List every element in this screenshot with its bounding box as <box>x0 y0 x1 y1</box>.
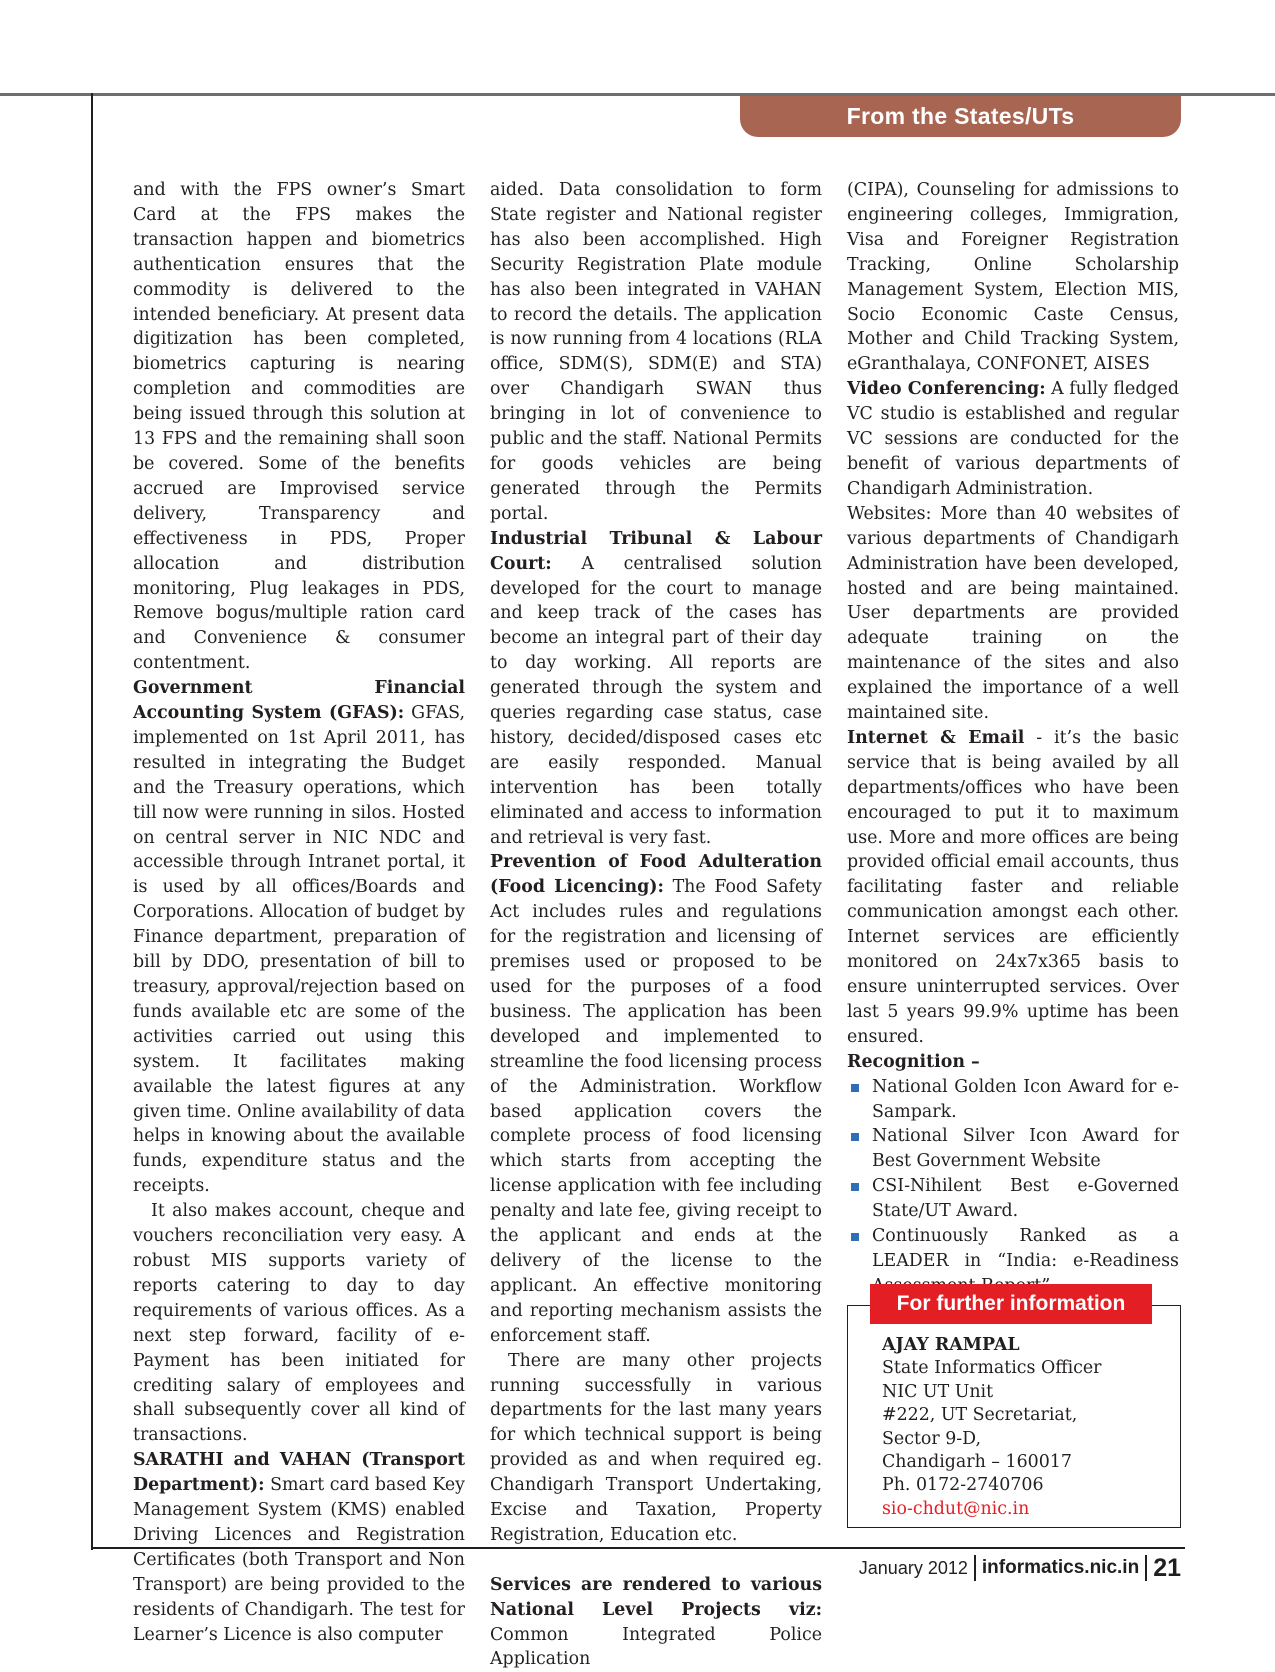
paragraph-labour-court <box>490 527 822 851</box>
left-rule <box>91 93 93 1550</box>
internet-email-heading: Internet & Email <box>847 727 1025 748</box>
bullet-square-icon <box>851 1233 859 1241</box>
internet-email-text: - it’s the basic service that is being availed by all departments/offices who have been encouraged to put it to maximum use. More and more offices are being provided official email accounts, thus facilitating faster and reliable communication amongst each other. Internet services are efficiently monitored on 24x7x365 basis to ensure uninterrupted services. Over last 5 years 99.9% uptime has been ensured. <box>847 727 1179 1047</box>
paragraph-other-projects: There are many other projects running successfully in various departments for the last many years for which technical support is being provided as and when required eg. Chandigarh Transport Undertaking, Excise and Taxation, Property Registration, Education etc. <box>490 1350 822 1545</box>
column-2 <box>490 178 822 1672</box>
gfas-text: GFAS, implemented on 1st April 2011, has resulted in integrating the Budget and the Treasury operations, which till now were running in silos. Hosted on central server in NIC NDC and accessible through Intranet portal, it is used by all offices/Boards and Corporations. Allocation of budget by Finance department, preparation of bill by DDO, presentation of bill to treasury, approval/rejection based on funds available etc are some of the activities carried out using this system. It facilitates making available the latest figures at any given time. Online availability of data helps in knowing about the available funds, expenditure status and the receipts. <box>133 703 466 1197</box>
contact-line: Chandigarh – 160017 <box>882 1452 1072 1473</box>
bullet-square-icon <box>851 1183 859 1191</box>
list-item: CSI-Nihilent Best e-Governed State/UT Award. <box>847 1174 1179 1224</box>
section-tab: From the States/UTs <box>740 96 1181 137</box>
sarathi-text: Smart card based Key Management System (KMS) enabled Driving Licences and Registration Certificates (both Transport and Non Transport) are being provided to the residents of Chandigarh. The test for Learner’s Licence is also computer <box>133 1475 465 1645</box>
paragraph-gfas-2: It also makes account, cheque and vouchers reconciliation very easy. A robust MIS supports variety of reports catering to day to day requirements of various offices. As a next step forward, facility of e-Payment has been initiated for crediting salary of employees and shall subsequently cover all kind of transactions. <box>133 1201 465 1446</box>
contact-line: Sector 9-D, <box>882 1428 982 1449</box>
recognition-list <box>847 1075 1179 1299</box>
page-footer <box>820 1551 1181 1585</box>
footer-date: January 2012 <box>858 1557 968 1578</box>
column-1 <box>133 178 465 1647</box>
spacer <box>490 1548 822 1573</box>
footer-site: informatics.nic.in <box>981 1557 1140 1578</box>
paragraph-services <box>490 1573 822 1672</box>
contact-line: NIC UT Unit <box>882 1381 994 1402</box>
contact-name: AJAY RAMPAL <box>882 1335 1020 1355</box>
labour-court-heading: Industrial Tribunal & Labour Court: <box>490 528 822 574</box>
gfas-heading: Government Financial Accounting System (GFAS): <box>133 678 465 724</box>
video-conferencing-text: A fully fledged VC studio is established and regular VC sessions are conducted for the benefit of various departments of Chandigarh Administration. <box>847 379 1180 499</box>
food-licencing-heading: Prevention of Food Adulteration (Food Licencing): <box>490 852 822 898</box>
bullet-square-icon <box>851 1084 859 1092</box>
sarathi-heading: SARATHI and VAHAN (Transport Department): <box>133 1450 465 1496</box>
labour-court-text: A centralised solution developed for the court to manage and keep track of the cases has become an integral part of their day to day working. All reports are generated through the system and queries regarding case status, case history, decided/disposed cases etc are easily responded. Manual intervention has been totally eliminated and access to information and retrieval is very fast. <box>490 553 822 848</box>
paragraph-pds: and with the FPS owner’s Smart Card at the FPS makes the transaction happen and biometrics authentication ensures that the commodity is delivered to the intended beneficiary. At present data digitization has been completed, biometrics capturing is nearing completion and commodities are being issued through this solution at 13 FPS and the remaining shall soon be covered. Some of the benefits accrued are Improvised service delivery, Transparency and effectiveness in PDS, Proper allocation and distribution monitoring, Plug leakages in PDS, Remove bogus/multiple ration card and Convenience & consumer contentment. <box>133 180 465 674</box>
services-text: Common Integrated Police Application <box>490 1624 822 1670</box>
paragraph-projects-list: (CIPA), Counseling for admissions to engineering colleges, Immigration, Visa and Foreigner Registration Tracking, Online Scholarship Management System, Election MIS, Socio Economic Caste Census, Mother and Child Tracking System, eGranthalaya, CONFONET, AISES <box>847 180 1179 375</box>
contact-line: #222, UT Secretariat, <box>882 1405 1078 1426</box>
paragraph-gfas <box>133 676 465 1199</box>
paragraph-vahan: aided. Data consolidation to form State register and National register has also been accomplished. High Security Registration Plate module has also been integrated in VAHAN to record the details. The application is now running from 4 locations (RLA office, SDM(S), SDM(E) and STA) over Chandigarh SWAN thus bringing in lot of convenience to public and the staff. National Permits for goods vehicles are being generated through the Permits portal. <box>490 180 822 524</box>
bullet-square-icon <box>851 1133 859 1141</box>
paragraph-websites: Websites: More than 40 websites of various departments of Chandigarh Administration have been developed, hosted and are being maintained. User departments are provided adequate training on the maintenance of the sites and also explained the importance of a well maintained site. <box>847 503 1179 724</box>
column-3 <box>847 178 1179 1299</box>
paragraph-food-licencing <box>490 850 822 1348</box>
paragraph-video-conferencing <box>847 377 1179 502</box>
info-box-title: For further information <box>870 1284 1152 1324</box>
list-item: National Golden Icon Award for e-Sampark. <box>847 1075 1179 1125</box>
services-heading: Services are rendered to various National Level Projects viz: <box>490 1574 822 1620</box>
contact-email-link[interactable]: sio-chdut@nic.in <box>882 1498 1030 1519</box>
contact-details <box>882 1334 1162 1521</box>
contact-line: Ph. 0172-2740706 <box>882 1475 1044 1496</box>
food-licencing-text: The Food Safety Act includes rules and regulations for the registration and licensing of premises used or proposed to be used for the purposes of a food business. The application has been developed and implemented to streamline the food licensing process of the Administration. Workflow based application covers the complete process of food licensing which starts from accepting the license application with fee including penalty and late fee, giving receipt to the applicant and ends at the delivery of the license to the applicant. An effective monitoring and reporting mechanism assists the enforcement staff. <box>490 877 822 1346</box>
paragraph-sarathi <box>133 1448 465 1647</box>
page-number: 21 <box>1153 1553 1181 1582</box>
list-item: National Silver Icon Award for Best Government Website <box>847 1124 1179 1174</box>
recognition-heading: Recognition – <box>847 1051 980 1072</box>
contact-line: State Informatics Officer <box>882 1358 1102 1379</box>
video-conferencing-heading: Video Conferencing: <box>847 379 1046 400</box>
list-item: Continuously Ranked as a LEADER in “India: e-Readiness <box>847 1224 1179 1299</box>
paragraph-internet-email <box>847 726 1179 1050</box>
